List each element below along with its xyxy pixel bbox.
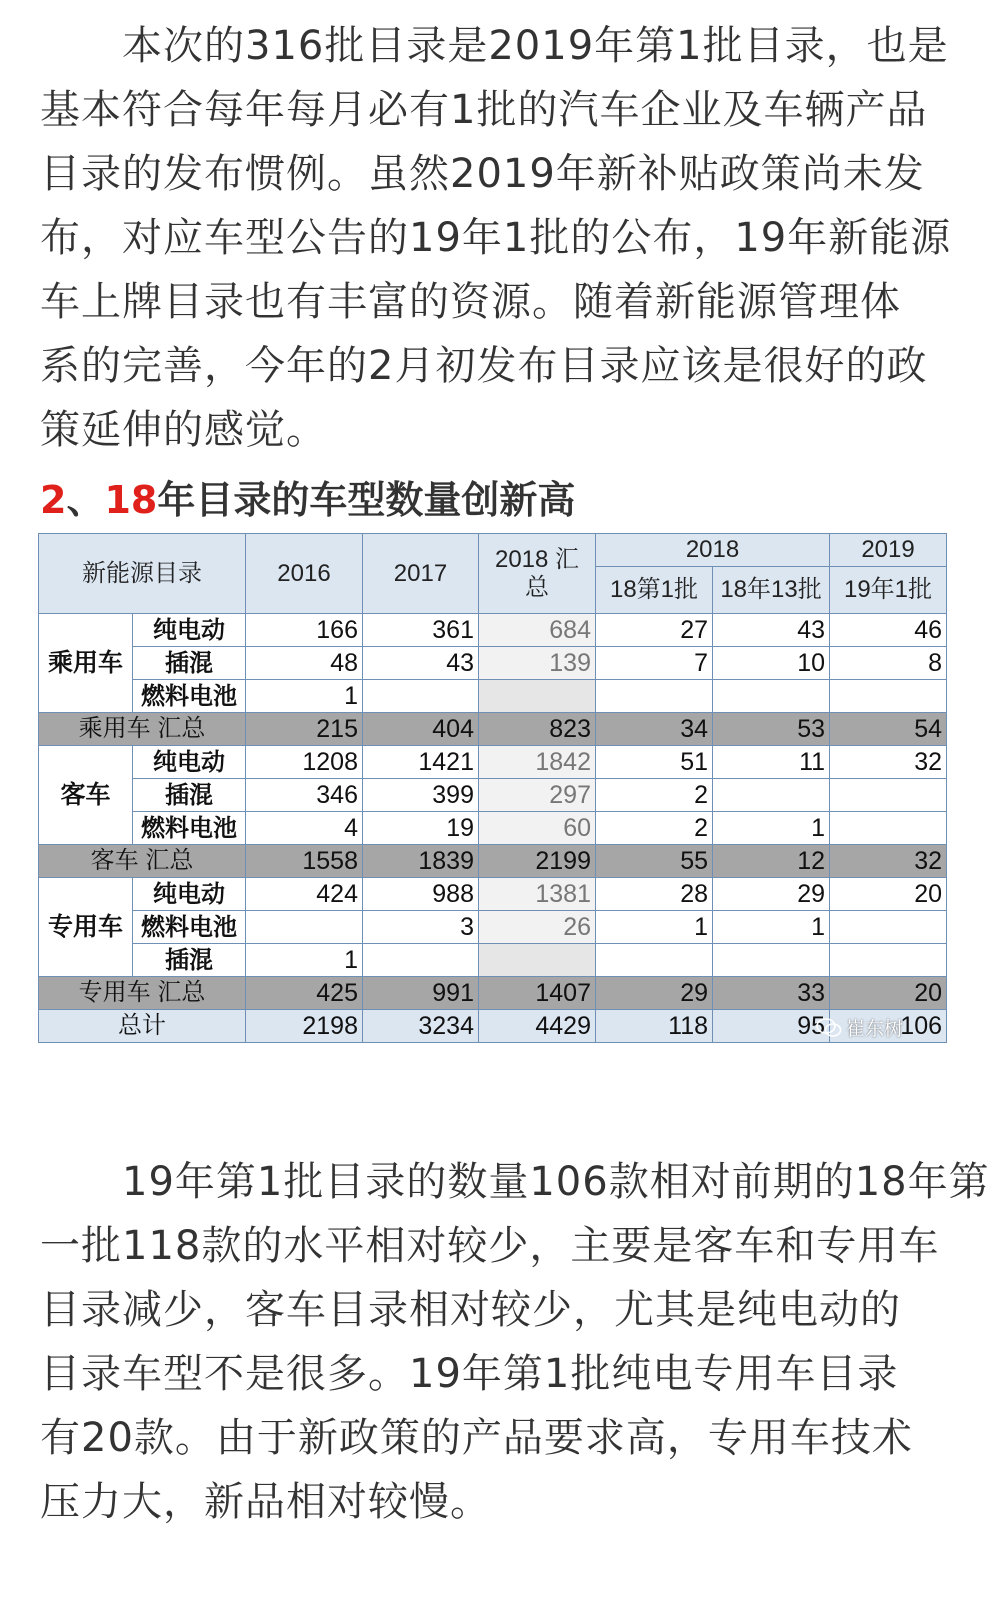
value-cell bbox=[713, 779, 830, 812]
value-cell: 118 bbox=[596, 1010, 713, 1043]
value-cell: 1558 bbox=[246, 845, 363, 878]
subtotal-row bbox=[39, 977, 947, 1010]
text-line: 策延伸的感觉。 bbox=[40, 407, 327, 453]
value-cell: 34 bbox=[596, 713, 713, 746]
table-row bbox=[39, 944, 947, 977]
text-line: 目录车型不是很多。19年第1批纯电专用车目录 bbox=[40, 1351, 899, 1397]
value-cell bbox=[479, 680, 596, 713]
intro-paragraph bbox=[40, 14, 960, 462]
type-cell: 燃料电池 bbox=[133, 680, 246, 713]
nev-catalog-table bbox=[38, 533, 947, 1043]
value-cell: 1842 bbox=[479, 746, 596, 779]
value-cell: 346 bbox=[246, 779, 363, 812]
wechat-icon bbox=[816, 1018, 842, 1038]
value-cell: 32 bbox=[830, 746, 947, 779]
value-cell: 60 bbox=[479, 812, 596, 845]
value-cell: 4 bbox=[246, 812, 363, 845]
table-row bbox=[39, 647, 947, 680]
value-cell: 19 bbox=[363, 812, 479, 845]
value-cell: 55 bbox=[596, 845, 713, 878]
subtotal-row bbox=[39, 713, 947, 746]
value-cell: 10 bbox=[713, 647, 830, 680]
value-cell: 684 bbox=[479, 614, 596, 647]
value-cell: 27 bbox=[596, 614, 713, 647]
value-cell bbox=[830, 911, 947, 944]
header-catalog: 新能源目录 bbox=[39, 534, 246, 614]
heading-text: 年目录的车型数量创新高 bbox=[157, 478, 576, 522]
value-cell: 54 bbox=[830, 713, 947, 746]
table-row bbox=[39, 746, 947, 779]
header-2018-sum: 2018 汇总 bbox=[479, 534, 596, 614]
value-cell bbox=[830, 944, 947, 977]
value-cell: 106 bbox=[830, 1010, 947, 1043]
value-cell: 1 bbox=[246, 680, 363, 713]
value-cell: 166 bbox=[246, 614, 363, 647]
value-cell: 823 bbox=[479, 713, 596, 746]
subtotal-row bbox=[39, 845, 947, 878]
value-cell: 1 bbox=[246, 944, 363, 977]
value-cell: 424 bbox=[246, 878, 363, 911]
value-cell: 1407 bbox=[479, 977, 596, 1010]
value-cell: 425 bbox=[246, 977, 363, 1010]
value-cell: 8 bbox=[830, 647, 947, 680]
section-heading bbox=[40, 472, 575, 528]
value-cell: 399 bbox=[363, 779, 479, 812]
value-cell: 1381 bbox=[479, 878, 596, 911]
value-cell: 1208 bbox=[246, 746, 363, 779]
value-cell: 11 bbox=[713, 746, 830, 779]
value-cell: 51 bbox=[596, 746, 713, 779]
value-cell: 53 bbox=[713, 713, 830, 746]
text-line: 基本符合每年每月必有1批的汽车企业及车辆产品 bbox=[40, 87, 928, 133]
value-cell: 988 bbox=[363, 878, 479, 911]
watermark bbox=[816, 1014, 903, 1041]
value-cell bbox=[713, 944, 830, 977]
table-row bbox=[39, 779, 947, 812]
category-passenger: 乘用车 bbox=[39, 614, 133, 713]
value-cell: 48 bbox=[246, 647, 363, 680]
total-label: 总计 bbox=[39, 1010, 246, 1043]
value-cell: 26 bbox=[479, 911, 596, 944]
total-row bbox=[39, 1010, 947, 1043]
header-19-batch-1: 19年1批 bbox=[830, 567, 947, 614]
category-bus: 客车 bbox=[39, 746, 133, 845]
value-cell bbox=[830, 812, 947, 845]
table-row bbox=[39, 812, 947, 845]
value-cell: 12 bbox=[713, 845, 830, 878]
heading-separator: 、 bbox=[66, 478, 105, 522]
value-cell: 2 bbox=[596, 779, 713, 812]
value-cell: 2199 bbox=[479, 845, 596, 878]
text-line: 本次的316批目录是2019年第1批目录，也是 bbox=[40, 23, 949, 69]
header-2018-group: 2018 bbox=[596, 534, 830, 567]
value-cell: 20 bbox=[830, 878, 947, 911]
type-cell: 纯电动 bbox=[133, 614, 246, 647]
value-cell bbox=[713, 680, 830, 713]
value-cell: 1 bbox=[713, 911, 830, 944]
value-cell: 139 bbox=[479, 647, 596, 680]
value-cell: 1 bbox=[713, 812, 830, 845]
value-cell: 1839 bbox=[363, 845, 479, 878]
text-line: 目录减少，客车目录相对较少，尤其是纯电动的 bbox=[40, 1287, 901, 1333]
value-cell bbox=[479, 944, 596, 977]
value-cell bbox=[596, 680, 713, 713]
header-2016: 2016 bbox=[246, 534, 363, 614]
nev-catalog-table-container bbox=[38, 533, 946, 1071]
header-18-batch-1: 18第1批 bbox=[596, 567, 713, 614]
value-cell: 2 bbox=[596, 812, 713, 845]
type-cell: 插混 bbox=[133, 779, 246, 812]
value-cell: 4429 bbox=[479, 1010, 596, 1043]
value-cell: 3234 bbox=[363, 1010, 479, 1043]
text-line: 系的完善，今年的2月初发布目录应该是很好的政 bbox=[40, 343, 928, 389]
value-cell: 28 bbox=[596, 878, 713, 911]
heading-number: 2 bbox=[40, 478, 67, 522]
value-cell: 991 bbox=[363, 977, 479, 1010]
value-cell bbox=[363, 680, 479, 713]
value-cell bbox=[830, 680, 947, 713]
type-cell: 插混 bbox=[133, 944, 246, 977]
value-cell bbox=[830, 779, 947, 812]
value-cell: 95 bbox=[713, 1010, 830, 1043]
value-cell: 29 bbox=[713, 878, 830, 911]
value-cell bbox=[363, 944, 479, 977]
value-cell: 3 bbox=[363, 911, 479, 944]
value-cell: 1421 bbox=[363, 746, 479, 779]
heading-year: 18 bbox=[104, 478, 158, 522]
value-cell: 404 bbox=[363, 713, 479, 746]
subtotal-label: 客车 汇总 bbox=[39, 845, 246, 878]
value-cell: 46 bbox=[830, 614, 947, 647]
type-cell: 燃料电池 bbox=[133, 812, 246, 845]
value-cell: 43 bbox=[713, 614, 830, 647]
text-line: 19年第1批目录的数量106款相对前期的18年第 bbox=[40, 1159, 990, 1205]
type-cell: 纯电动 bbox=[133, 746, 246, 779]
type-cell: 燃料电池 bbox=[133, 911, 246, 944]
value-cell: 20 bbox=[830, 977, 947, 1010]
text-line: 有20款。由于新政策的产品要求高，专用车技术 bbox=[40, 1415, 913, 1461]
text-line: 车上牌目录也有丰富的资源。随着新能源管理体 bbox=[40, 279, 901, 325]
value-cell: 1 bbox=[596, 911, 713, 944]
watermark-text: 崔东树 bbox=[846, 1018, 904, 1040]
value-cell: 32 bbox=[830, 845, 947, 878]
value-cell: 2198 bbox=[246, 1010, 363, 1043]
text-line: 压力大，新品相对较慢。 bbox=[40, 1479, 491, 1525]
text-line: 布，对应车型公告的19年1批的公布，19年新能源 bbox=[40, 215, 952, 261]
value-cell: 361 bbox=[363, 614, 479, 647]
table-row bbox=[39, 911, 947, 944]
text-line: 一批118款的水平相对较少，主要是客车和专用车 bbox=[40, 1223, 940, 1269]
subtotal-label: 乘用车 汇总 bbox=[39, 713, 246, 746]
value-cell: 215 bbox=[246, 713, 363, 746]
category-special: 专用车 bbox=[39, 878, 133, 977]
value-cell bbox=[596, 944, 713, 977]
header-18-batch-13: 18年13批 bbox=[713, 567, 830, 614]
value-cell: 33 bbox=[713, 977, 830, 1010]
type-cell: 纯电动 bbox=[133, 878, 246, 911]
type-cell: 插混 bbox=[133, 647, 246, 680]
table-row bbox=[39, 680, 947, 713]
value-cell: 7 bbox=[596, 647, 713, 680]
header-2019-group: 2019 bbox=[830, 534, 947, 567]
value-cell: 43 bbox=[363, 647, 479, 680]
text-line: 目录的发布惯例。虽然2019年新补贴政策尚未发 bbox=[40, 151, 925, 197]
value-cell: 29 bbox=[596, 977, 713, 1010]
analysis-paragraph bbox=[40, 1150, 990, 1534]
value-cell bbox=[246, 911, 363, 944]
table-row bbox=[39, 614, 947, 647]
table-row bbox=[39, 878, 947, 911]
header-2017: 2017 bbox=[363, 534, 479, 614]
subtotal-label: 专用车 汇总 bbox=[39, 977, 246, 1010]
value-cell: 297 bbox=[479, 779, 596, 812]
